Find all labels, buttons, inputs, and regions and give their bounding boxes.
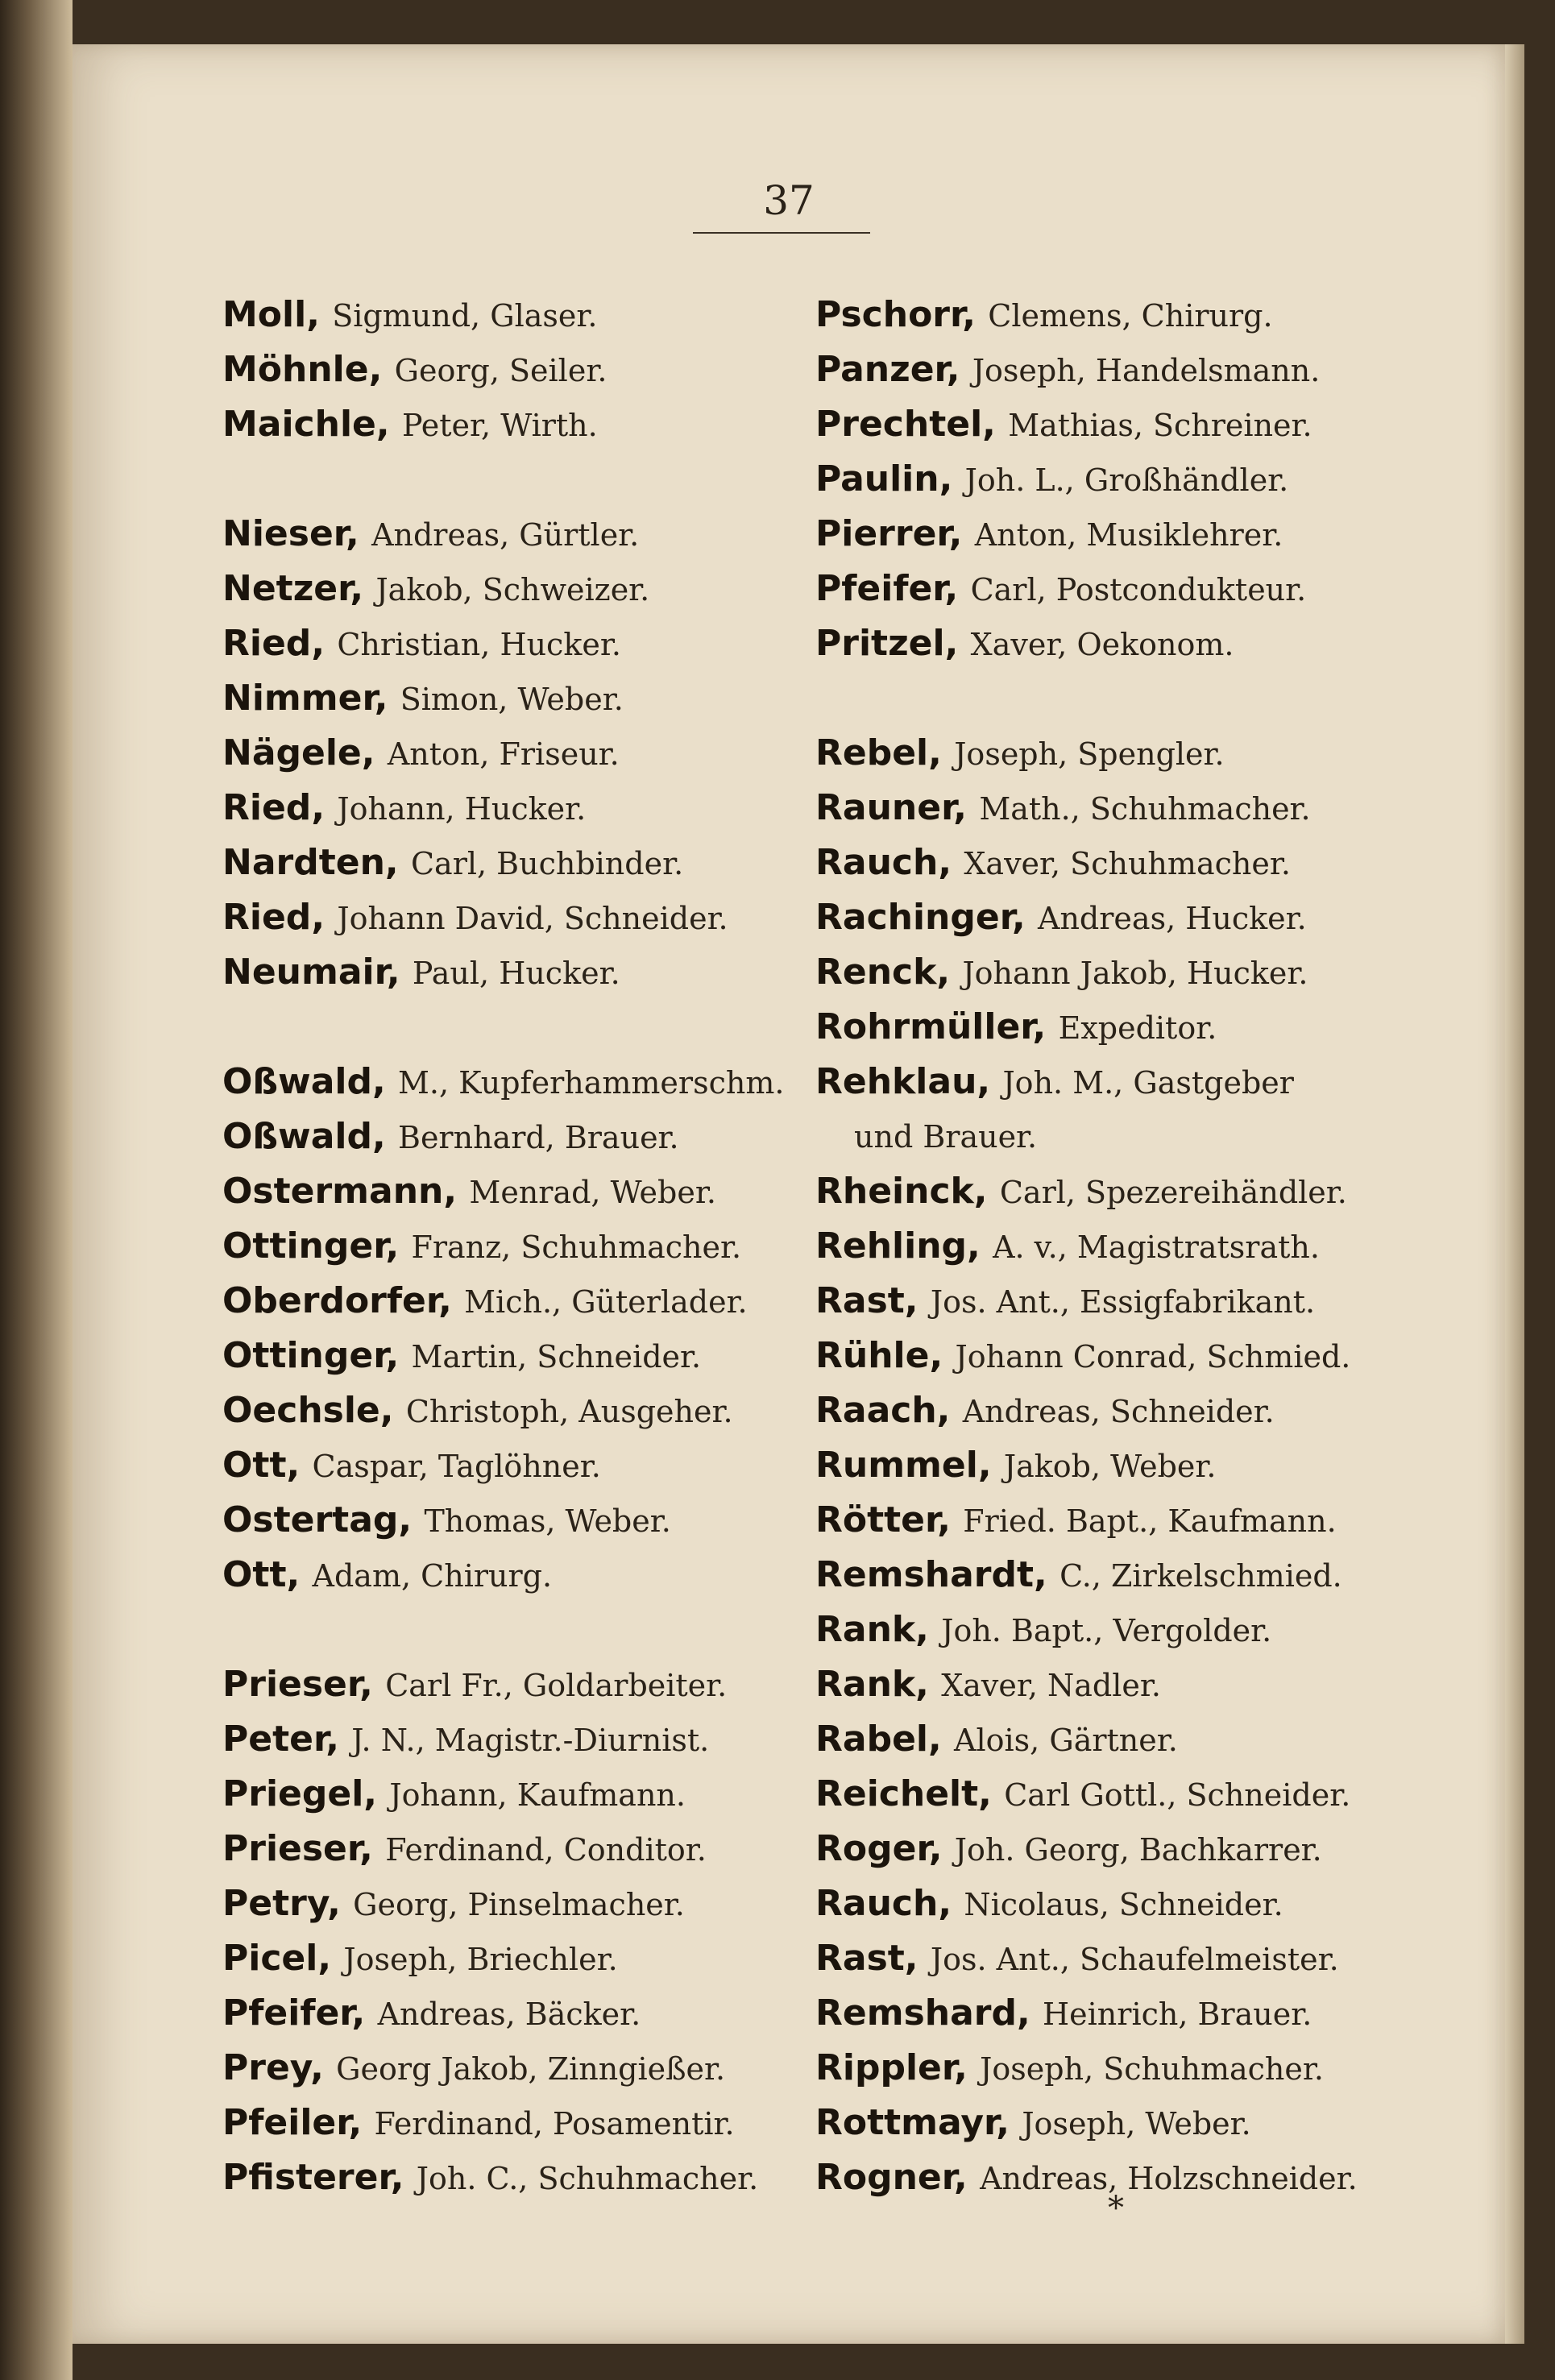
entry-separator: , bbox=[946, 349, 972, 390]
entry-separator: , bbox=[311, 897, 338, 938]
directory-entry bbox=[222, 945, 835, 1000]
entry-separator: , bbox=[938, 1883, 964, 1924]
entry-details: Joseph, Briechler. bbox=[343, 1942, 618, 1977]
entry-surname: Pfeiler bbox=[222, 2102, 349, 2143]
directory-entry bbox=[222, 1493, 835, 1548]
directory-entry bbox=[222, 1931, 835, 1986]
entry-details: Clemens, Chirurg. bbox=[988, 298, 1273, 334]
entry-details: Sigmund, Glaser. bbox=[332, 298, 598, 334]
entry-separator: , bbox=[326, 1719, 352, 1760]
directory-entry bbox=[815, 616, 1444, 671]
entry-separator: , bbox=[306, 294, 333, 335]
entry-surname: Oßwald bbox=[222, 1061, 372, 1102]
entry-surname: Ried bbox=[222, 897, 312, 938]
directory-entry bbox=[815, 507, 1444, 562]
directory-entry bbox=[815, 562, 1444, 616]
entry-separator: , bbox=[348, 2102, 375, 2143]
directory-entry bbox=[815, 1931, 1444, 1986]
entry-details: Johann Jakob, Hucker. bbox=[962, 956, 1308, 991]
directory-entry bbox=[815, 781, 1444, 835]
entry-surname: Ott bbox=[222, 1554, 287, 1595]
entry-surname: Rehling bbox=[815, 1225, 968, 1267]
entry-surname: Panzer bbox=[815, 349, 947, 390]
entry-surname: Roger bbox=[815, 1828, 929, 1869]
directory-entry bbox=[222, 890, 835, 945]
directory-entry bbox=[815, 2096, 1444, 2150]
entry-details: Simon, Weber. bbox=[400, 682, 624, 717]
entry-surname: Reichelt bbox=[815, 1773, 979, 1814]
directory-entry bbox=[222, 1712, 835, 1767]
entry-surname: Maichle bbox=[222, 404, 376, 445]
entry-surname: Pschorr bbox=[815, 294, 963, 335]
entry-separator: , bbox=[443, 1171, 470, 1212]
directory-entry bbox=[815, 1712, 1444, 1767]
entry-separator: , bbox=[954, 2047, 981, 2088]
section-gap bbox=[815, 671, 1444, 726]
directory-entry bbox=[222, 1438, 835, 1493]
entry-details: Jakob, Schweizer. bbox=[375, 572, 650, 607]
directory-entry bbox=[815, 2041, 1444, 2096]
entry-separator: , bbox=[977, 1061, 1003, 1102]
entry-surname: Renck bbox=[815, 952, 937, 993]
entry-surname: Rogner bbox=[815, 2157, 955, 2198]
entry-surname: Rheinck bbox=[815, 1171, 974, 1212]
entry-details: Mich., Güterlader. bbox=[464, 1284, 748, 1320]
entry-surname: Remshardt bbox=[815, 1554, 1035, 1595]
entry-details: A. v., Magistratsrath. bbox=[993, 1229, 1320, 1265]
directory-entry bbox=[815, 1329, 1444, 1383]
entry-surname: Rabel bbox=[815, 1719, 928, 1760]
entry-details: Caspar, Taglöhner. bbox=[312, 1449, 601, 1484]
entry-separator: , bbox=[1016, 1992, 1043, 2034]
directory-entry bbox=[222, 726, 835, 781]
entry-separator: , bbox=[310, 2047, 337, 2088]
entry-details: J. N., Magistr.-Diurnist. bbox=[351, 1723, 710, 1758]
entry-separator: , bbox=[929, 1335, 956, 1376]
entry-separator: , bbox=[915, 1664, 942, 1705]
entry-details: Paul, Hucker. bbox=[412, 956, 620, 991]
entry-separator: , bbox=[368, 349, 395, 390]
entry-separator: , bbox=[363, 1773, 390, 1814]
directory-entry bbox=[815, 2150, 1444, 2205]
entry-details: Alois, Gärtner. bbox=[954, 1723, 1178, 1758]
entry-separator: , bbox=[398, 1499, 425, 1540]
entry-details: Carl, Spezereihändler. bbox=[999, 1175, 1347, 1210]
directory-entry bbox=[222, 2096, 835, 2150]
entry-details: Christian, Hucker. bbox=[337, 627, 621, 662]
directory-entry bbox=[222, 288, 835, 342]
entry-separator: , bbox=[286, 1445, 313, 1486]
entry-separator: , bbox=[915, 1609, 942, 1650]
directory-entry bbox=[815, 397, 1444, 452]
directory-entry bbox=[815, 1164, 1444, 1219]
directory-entry bbox=[222, 1767, 835, 1822]
entry-surname: Pritzel bbox=[815, 623, 945, 664]
entry-surname: Neumair bbox=[222, 952, 387, 993]
directory-entry bbox=[815, 1000, 1444, 1055]
entry-surname: Picel bbox=[222, 1938, 318, 1979]
entry-details: Johann Conrad, Schmied. bbox=[955, 1339, 1351, 1375]
entry-surname: Rast bbox=[815, 1280, 905, 1321]
entry-surname: Rebel bbox=[815, 732, 929, 773]
entry-surname: Möhnle bbox=[222, 349, 369, 390]
entry-separator: , bbox=[371, 1061, 399, 1102]
entry-separator: , bbox=[904, 1938, 931, 1979]
directory-entry bbox=[222, 562, 835, 616]
directory-entry bbox=[222, 1657, 835, 1712]
entry-surname: Pfeifer bbox=[815, 568, 945, 609]
right-column bbox=[815, 288, 1444, 2205]
entry-surname: Prechtel bbox=[815, 404, 983, 445]
directory-entry bbox=[815, 1219, 1444, 1274]
entry-separator: , bbox=[938, 842, 964, 883]
directory-entry bbox=[815, 1055, 1444, 1109]
entry-separator: , bbox=[346, 513, 372, 554]
directory-entry bbox=[222, 1383, 835, 1438]
entry-details: Joh. Bapt., Vergolder. bbox=[941, 1613, 1272, 1648]
entry-surname: Oberdorfer bbox=[222, 1280, 439, 1321]
entry-surname: Rippler bbox=[815, 2047, 955, 2088]
entry-details: Heinrich, Brauer. bbox=[1043, 1996, 1312, 2032]
entry-separator: , bbox=[385, 1225, 412, 1267]
entry-separator: , bbox=[317, 1938, 344, 1979]
entry-details: M., Kupferhammerschm. bbox=[398, 1065, 785, 1101]
entry-separator: , bbox=[1032, 1006, 1059, 1047]
entry-surname: Prieser bbox=[222, 1828, 360, 1869]
entry-surname: Paulin bbox=[815, 458, 939, 500]
entry-surname: Ostertag bbox=[222, 1499, 399, 1540]
entry-surname: Pierrer bbox=[815, 513, 949, 554]
entry-surname: Ottinger bbox=[222, 1225, 386, 1267]
entry-details: Georg Jakob, Zinngießer. bbox=[336, 2051, 726, 2087]
entry-surname: Pfeifer bbox=[222, 1992, 352, 2034]
entry-details: Math., Schuhmacher. bbox=[979, 791, 1311, 827]
entry-details: Martin, Schneider. bbox=[411, 1339, 702, 1375]
entry-separator: , bbox=[361, 732, 388, 773]
section-gap bbox=[222, 1000, 835, 1055]
entry-surname: Ried bbox=[222, 623, 312, 664]
entry-separator: , bbox=[371, 1116, 399, 1157]
directory-entry bbox=[815, 288, 1444, 342]
entry-separator: , bbox=[311, 623, 338, 664]
entry-surname: Rank bbox=[815, 1664, 916, 1705]
directory-entry bbox=[222, 1329, 835, 1383]
entry-surname: Moll bbox=[222, 294, 307, 335]
entry-separator: , bbox=[1034, 1554, 1060, 1595]
entry-surname: Nieser bbox=[222, 513, 346, 554]
directory-entry bbox=[815, 1274, 1444, 1329]
entry-separator: , bbox=[375, 404, 402, 445]
entry-surname: Petry bbox=[222, 1883, 328, 1924]
entry-details: Adam, Chirurg. bbox=[312, 1558, 553, 1594]
entry-separator: , bbox=[359, 1664, 386, 1705]
directory-entry bbox=[815, 890, 1444, 945]
entry-surname: Rohrmüller bbox=[815, 1006, 1033, 1047]
entry-separator: , bbox=[374, 678, 400, 719]
directory-entry bbox=[815, 342, 1444, 397]
entry-separator: , bbox=[350, 568, 376, 609]
directory-entry bbox=[222, 671, 835, 726]
header-rule bbox=[693, 232, 870, 234]
entry-separator: , bbox=[937, 1499, 964, 1540]
entry-details: Menrad, Weber. bbox=[469, 1175, 716, 1210]
entry-separator: , bbox=[962, 294, 989, 335]
entry-separator: , bbox=[953, 787, 980, 828]
entry-surname: Rötter bbox=[815, 1499, 938, 1540]
entry-details: Mathias, Schreiner. bbox=[1008, 408, 1312, 443]
entry-separator: , bbox=[967, 1225, 993, 1267]
entry-separator: , bbox=[973, 1171, 1000, 1212]
entry-details: Anton, Musiklehrer. bbox=[974, 517, 1283, 553]
entry-surname: Nardten bbox=[222, 842, 385, 883]
entry-separator: , bbox=[327, 1883, 354, 1924]
entry-details: Johann, Hucker. bbox=[337, 791, 587, 827]
entry-details: Peter, Wirth. bbox=[401, 408, 598, 443]
entry-separator: , bbox=[948, 513, 975, 554]
entry-details: Carl, Postcondukteur. bbox=[970, 572, 1307, 607]
entry-surname: Rauch bbox=[815, 1883, 939, 1924]
entry-separator: , bbox=[928, 1719, 955, 1760]
directory-entry bbox=[222, 1986, 835, 2041]
directory-entry bbox=[222, 1876, 835, 1931]
entry-separator: , bbox=[385, 1335, 412, 1376]
directory-entry bbox=[815, 1548, 1444, 1603]
entry-details: Fried. Bapt., Kaufmann. bbox=[963, 1503, 1337, 1539]
entry-details: Joseph, Spengler. bbox=[954, 736, 1225, 772]
entry-details: Ferdinand, Conditor. bbox=[385, 1832, 707, 1868]
entry-details: Carl Fr., Goldarbeiter. bbox=[385, 1668, 728, 1703]
entry-surname: Remshard bbox=[815, 1992, 1017, 2034]
directory-entry bbox=[815, 1767, 1444, 1822]
entry-details: Andreas, Bäcker. bbox=[377, 1996, 641, 2032]
entry-details: Jos. Ant., Essigfabrikant. bbox=[930, 1284, 1316, 1320]
entry-surname: Ostermann bbox=[222, 1171, 444, 1212]
adjacent-page-edge bbox=[0, 0, 73, 2380]
left-column bbox=[222, 288, 835, 2205]
entry-surname: Oßwald bbox=[222, 1116, 372, 1157]
entry-separator: , bbox=[928, 1828, 955, 1869]
section-gap bbox=[222, 1603, 835, 1657]
directory-entry bbox=[222, 1109, 835, 1164]
entry-details: Carl, Buchbinder. bbox=[410, 846, 684, 881]
directory-entry bbox=[815, 452, 1444, 507]
directory-entry bbox=[222, 342, 835, 397]
entry-surname: Rank bbox=[815, 1609, 916, 1650]
entry-details: Joseph, Weber. bbox=[1022, 2106, 1251, 2142]
entry-details: Anton, Friseur. bbox=[387, 736, 620, 772]
directory-entry bbox=[815, 1109, 1444, 1164]
entry-details: Andreas, Hucker. bbox=[1038, 901, 1307, 936]
entry-surname: Rachinger bbox=[815, 897, 1012, 938]
entry-separator: , bbox=[379, 1390, 406, 1431]
entry-surname: Rauch bbox=[815, 842, 939, 883]
entry-details: Nicolaus, Schneider. bbox=[964, 1887, 1283, 1922]
directory-entry bbox=[815, 1657, 1444, 1712]
entry-surname: Rast bbox=[815, 1938, 905, 1979]
entry-surname: Raach bbox=[815, 1390, 937, 1431]
directory-entry bbox=[815, 726, 1444, 781]
entry-separator: , bbox=[384, 842, 411, 883]
directory-entry bbox=[222, 1219, 835, 1274]
entry-details: C., Zirkelschmied. bbox=[1059, 1558, 1342, 1594]
directory-entry bbox=[222, 1274, 835, 1329]
entry-details: Jos. Ant., Schaufelmeister. bbox=[930, 1942, 1339, 1977]
entry-separator: , bbox=[1011, 897, 1039, 938]
entry-surname: Prey bbox=[222, 2047, 311, 2088]
directory-entry bbox=[815, 1876, 1444, 1931]
entry-details: Xaver, Nadler. bbox=[941, 1668, 1161, 1703]
entry-surname: Rühle bbox=[815, 1335, 930, 1376]
entry-separator: , bbox=[977, 1445, 1004, 1486]
entry-details: Xaver, Schuhmacher. bbox=[964, 846, 1291, 881]
entry-details: Joseph, Handelsmann. bbox=[972, 353, 1321, 388]
entry-details: Georg, Pinselmacher. bbox=[353, 1887, 685, 1922]
directory-entry bbox=[815, 835, 1444, 890]
entry-details: Carl Gottl., Schneider. bbox=[1004, 1777, 1351, 1813]
entry-details: Georg, Seiler. bbox=[394, 353, 607, 388]
entry-separator: , bbox=[936, 1390, 963, 1431]
entry-surname: Peter bbox=[222, 1719, 326, 1760]
entry-details: Joh. M., Gastgeber bbox=[1002, 1065, 1294, 1101]
directory-entry bbox=[222, 507, 835, 562]
entry-separator: , bbox=[311, 787, 338, 828]
entry-surname: Ott bbox=[222, 1445, 287, 1486]
entry-separator: , bbox=[904, 1280, 931, 1321]
entry-separator: , bbox=[390, 2157, 417, 2198]
entry-separator: , bbox=[939, 458, 965, 500]
footer-asterisk: * bbox=[1108, 2190, 1124, 2227]
entry-separator: , bbox=[928, 732, 955, 773]
entry-surname: Pfisterer bbox=[222, 2157, 391, 2198]
entry-separator: , bbox=[982, 404, 1009, 445]
directory-entry bbox=[222, 835, 835, 890]
directory-entry bbox=[222, 781, 835, 835]
directory-entry bbox=[222, 2041, 835, 2096]
entry-surname: Priegel bbox=[222, 1773, 364, 1814]
directory-entry bbox=[815, 1986, 1444, 2041]
entry-surname: Nägele bbox=[222, 732, 362, 773]
directory-entry bbox=[815, 1438, 1444, 1493]
entry-separator: , bbox=[954, 2157, 981, 2198]
entry-details: Jakob, Weber. bbox=[1003, 1449, 1217, 1484]
entry-details: Andreas, Schneider. bbox=[962, 1394, 1275, 1429]
entry-details: Andreas, Gürtler. bbox=[371, 517, 640, 553]
entry-details: Joh. C., Schuhmacher. bbox=[416, 2161, 759, 2196]
entry-separator: , bbox=[944, 568, 971, 609]
entry-separator: , bbox=[944, 623, 971, 664]
entry-surname: Oechsle bbox=[222, 1390, 380, 1431]
entry-details: Franz, Schuhmacher. bbox=[411, 1229, 742, 1265]
entry-surname: Rummel bbox=[815, 1445, 978, 1486]
directory-entry bbox=[222, 1055, 835, 1109]
entry-separator: , bbox=[936, 952, 963, 993]
directory-entry bbox=[815, 1603, 1444, 1657]
entry-details: Joseph, Schuhmacher. bbox=[980, 2051, 1324, 2087]
entry-separator: , bbox=[996, 2102, 1022, 2143]
entry-separator: , bbox=[359, 1828, 386, 1869]
entry-separator: , bbox=[978, 1773, 1005, 1814]
entry-surname: Netzer bbox=[222, 568, 350, 609]
entry-details: Joh. Georg, Bachkarrer. bbox=[954, 1832, 1322, 1868]
entry-details: Johann, Kaufmann. bbox=[389, 1777, 686, 1813]
entry-separator: , bbox=[386, 952, 413, 993]
entry-details: Joh. L., Großhändler. bbox=[964, 462, 1289, 498]
directory-entry bbox=[222, 616, 835, 671]
entry-surname: Ried bbox=[222, 787, 312, 828]
entry-surname: Rottmayr bbox=[815, 2102, 997, 2143]
entry-details: Johann David, Schneider. bbox=[337, 901, 728, 936]
entry-separator: , bbox=[438, 1280, 465, 1321]
directory-entry bbox=[222, 1548, 835, 1603]
entry-surname: Ottinger bbox=[222, 1335, 386, 1376]
book-page bbox=[73, 44, 1505, 2344]
directory-entry bbox=[815, 945, 1444, 1000]
entry-surname: Prieser bbox=[222, 1664, 360, 1705]
directory-entry bbox=[222, 1164, 835, 1219]
entry-details: und Brauer. bbox=[854, 1119, 1038, 1155]
entry-details: Bernhard, Brauer. bbox=[398, 1120, 679, 1155]
entry-details: Xaver, Oekonom. bbox=[970, 627, 1234, 662]
page-fore-edge bbox=[1505, 44, 1524, 2344]
entry-separator: , bbox=[351, 1992, 378, 2034]
directory-entry bbox=[222, 1822, 835, 1876]
entry-surname: Rehklau bbox=[815, 1061, 977, 1102]
directory-entry bbox=[222, 397, 835, 452]
page-number: 37 bbox=[763, 177, 815, 224]
directory-entry bbox=[815, 1383, 1444, 1438]
directory-entry bbox=[815, 1822, 1444, 1876]
entry-details: Expeditor. bbox=[1058, 1010, 1217, 1046]
entry-details: Thomas, Weber. bbox=[424, 1503, 671, 1539]
directory-entry bbox=[815, 1493, 1444, 1548]
entry-details: Andreas, Holzschneider. bbox=[980, 2161, 1358, 2196]
directory-entry bbox=[222, 2150, 835, 2205]
entry-details: Ferdinand, Posamentir. bbox=[374, 2106, 735, 2142]
entry-separator: , bbox=[286, 1554, 313, 1595]
entry-details: Christoph, Ausgeher. bbox=[405, 1394, 733, 1429]
entry-surname: Nimmer bbox=[222, 678, 375, 719]
section-gap bbox=[222, 452, 835, 507]
entry-surname: Rauner bbox=[815, 787, 954, 828]
